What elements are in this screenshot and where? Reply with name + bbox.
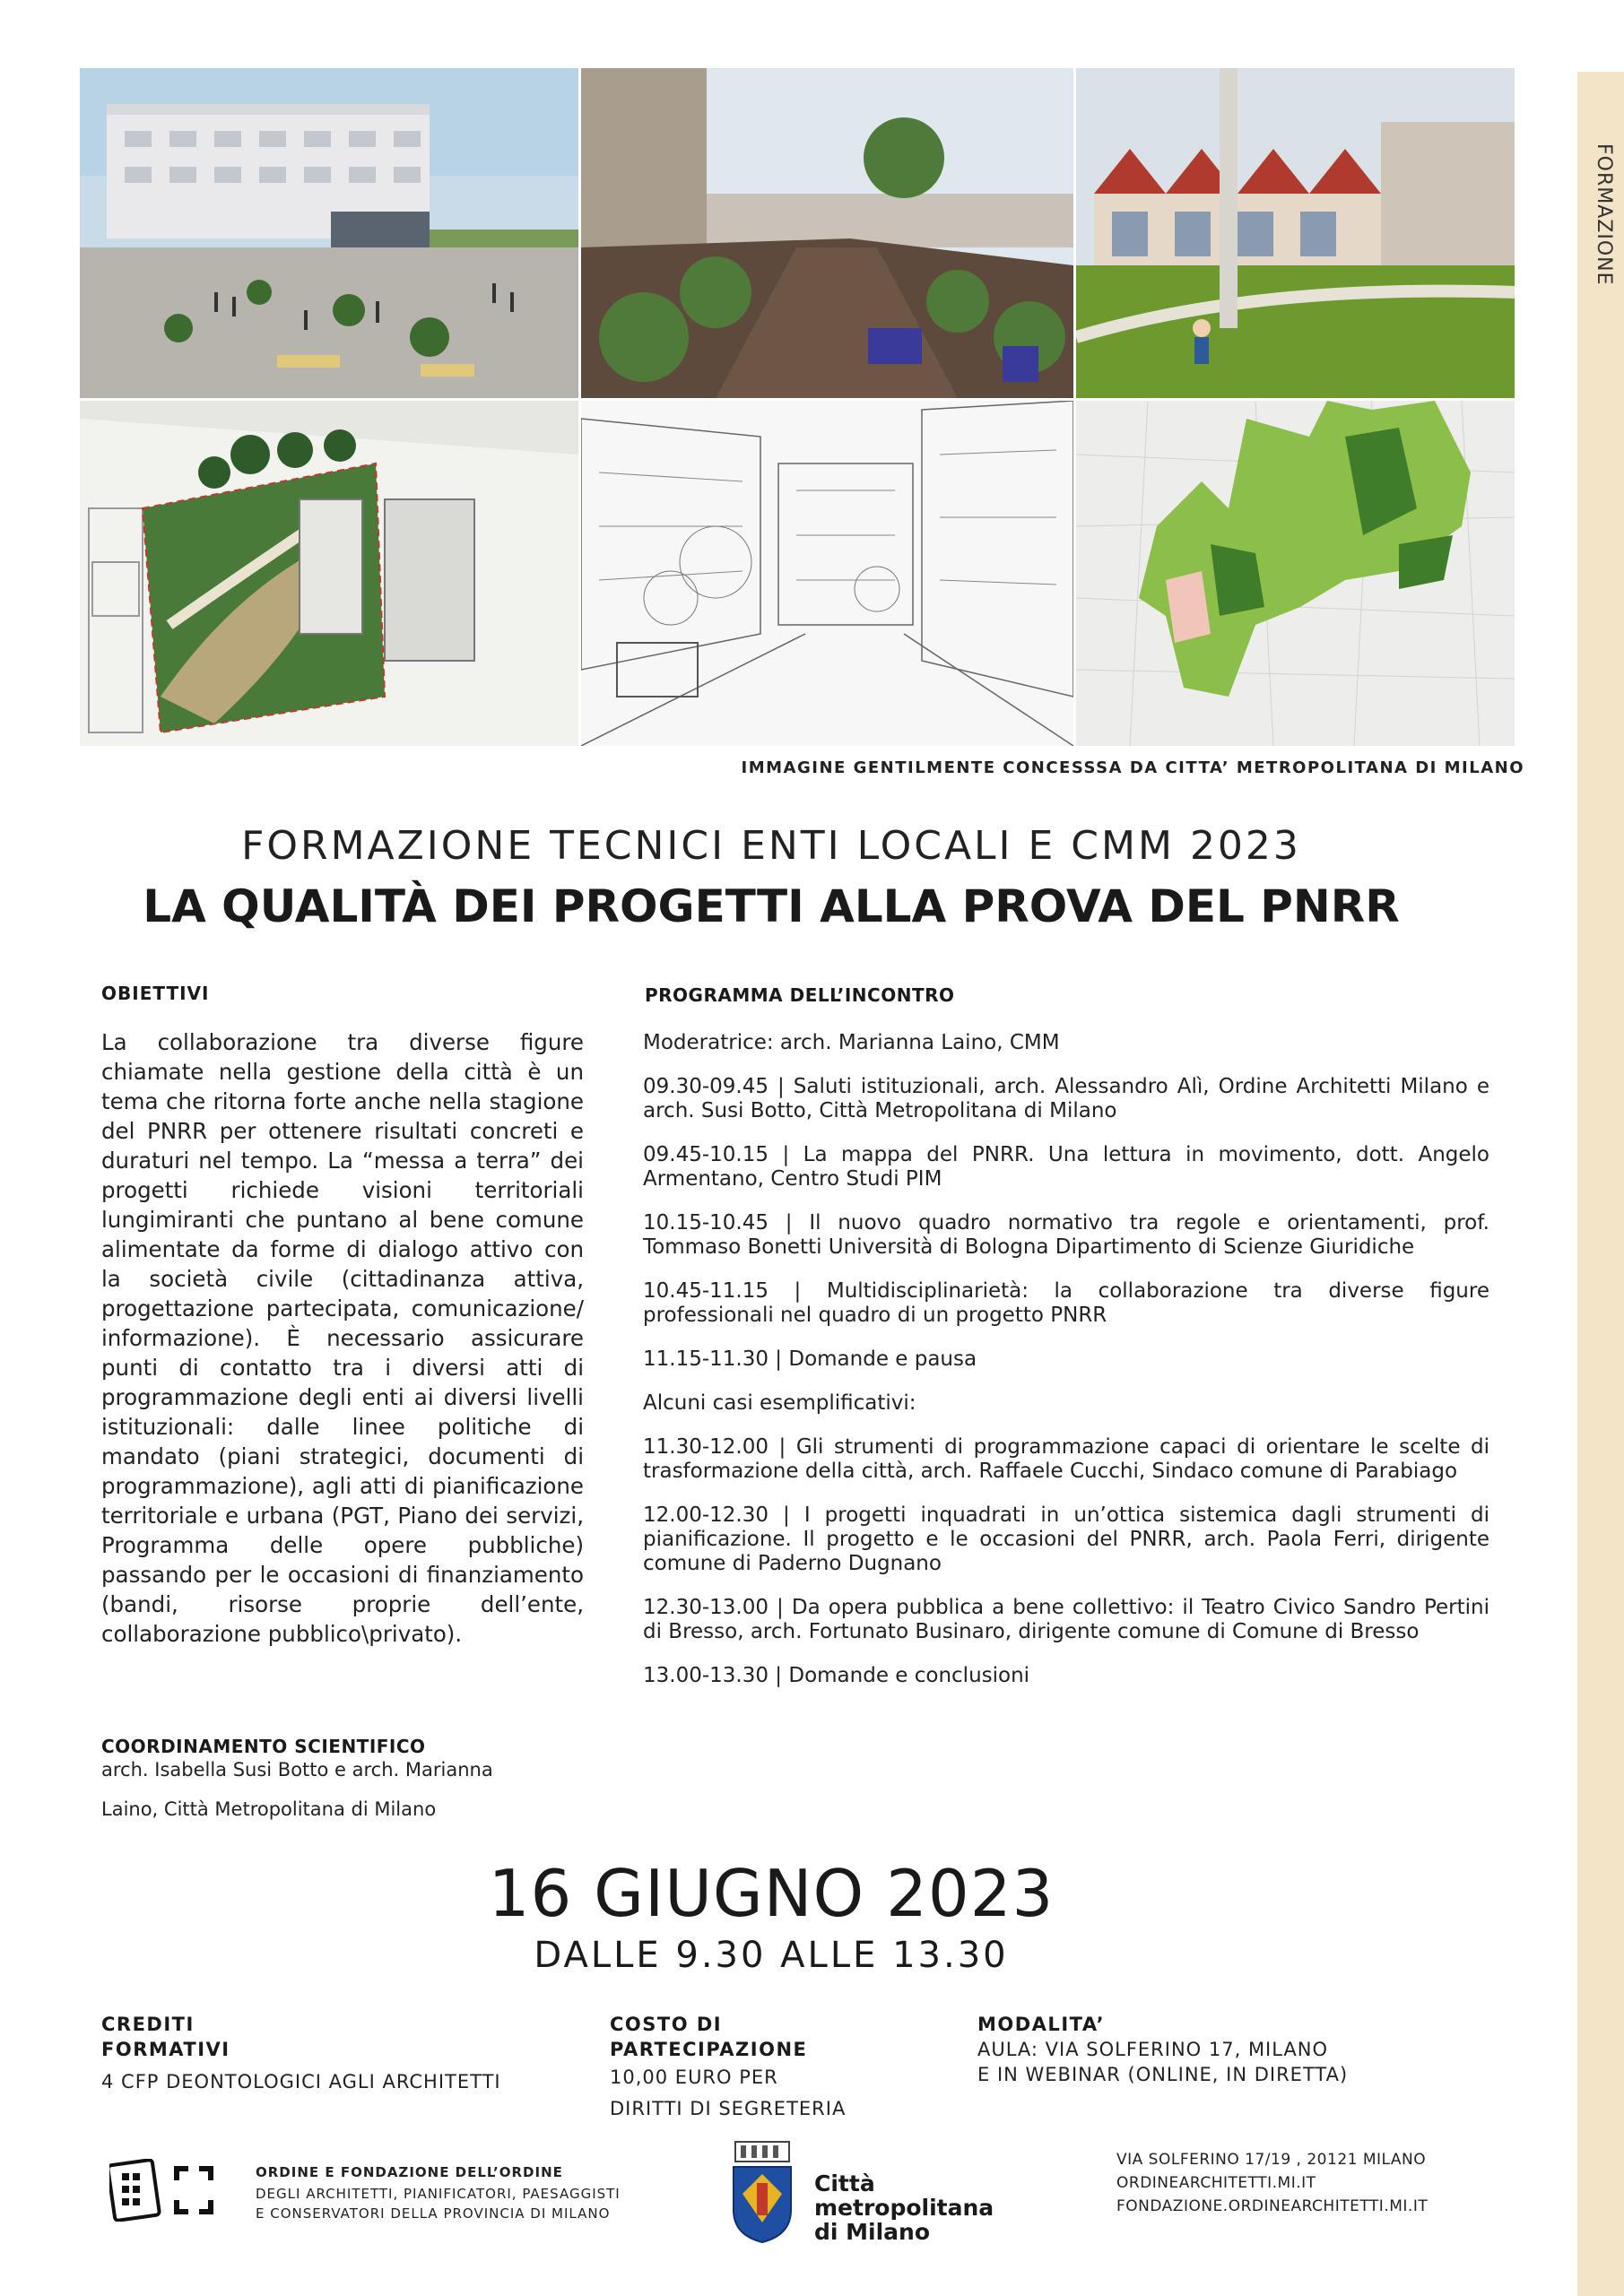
coordination-line-1: arch. Isabella Susi Botto e arch. Marianna [101,1759,493,1780]
address: VIA SOLFERINO 17/19 , 20121 MILANO [1116,2151,1427,2169]
image-promenade-render [581,68,1073,398]
website-order[interactable]: ORDINEARCHITETTI.MI.IT [1116,2174,1316,2192]
credits-heading-2: FORMATIVI [101,2039,230,2060]
cmm-line-3: di Milano [814,2219,931,2245]
program-item: 11.15-11.30 | Domande e pausa [643,1347,977,1371]
order-title: ORDINE E FONDAZIONE DELL’ORDINE [256,2164,563,2180]
program-item: 10.45-11.15 | Multidisciplinarietà: la collaborazione tra diverse figure professionali nel quadro di un progetto PNRR [643,1279,1489,1327]
order-line-1: DEGLI ARCHITETTI, PIANIFICATORI, PAESAGGISTI [256,2186,621,2202]
program-heading: PROGRAMMA DELL’INCONTRO [645,984,955,1006]
image-grid [80,68,1515,746]
image-school-lawn-render [1076,68,1515,398]
program-item: 09.30-09.45 | Saluti istituzionali, arch. Alessandro Alì, Ordine Architetti Milano e arch. Susi Botto, Città Metropolitana di Milano [643,1075,1489,1122]
program-item: Moderatrice: arch. Marianna Laino, CMM [643,1031,1060,1054]
program-item: Alcuni casi esemplificativi: [643,1391,916,1415]
coordination-heading: COORDINAMENTO SCIENTIFICO [101,1736,426,1757]
cmm-line-1: Città [814,2170,875,2196]
objectives-heading: OBIETTIVI [101,983,210,1004]
mode-line-1: AULA: VIA SOLFERINO 17, MILANO [977,2039,1329,2060]
program-item: 12.30-13.00 | Da opera pubblica a bene collettivo: il Teatro Civico Sandro Pertini di Bresso, arch. Fortunato Businaro, dirigente comune di Comune di Bresso [643,1596,1489,1643]
mode-line-2: E IN WEBINAR (ONLINE, IN DIRETTA) [977,2064,1349,2085]
program-item: 09.45-10.15 | La mappa del PNRR. Una lettura in movimento, dott. Angelo Armentano, Centro Studi PIM [643,1143,1489,1191]
credits-heading-1: CREDITI [101,2014,195,2035]
cmm-crest-logo [717,2138,807,2244]
event-time: DALLE 9.30 ALLE 13.30 [534,1935,1009,1976]
program-item: 13.00-13.30 | Domande e conclusioni [643,1664,1030,1687]
objectives-text: La collaborazione tra diverse figure chiamate nella gestione della città è un tema che ritorna forte anche nella stagione del PNRR per ottenere risultati concreti e duraturi nel tempo. La “messa a terra” dei progetti richiede visioni territoriali lungimiranti che puntano al bene comune alimentate da forme di dialogo attivo con la società civile (cittadinanza attiva, progettazione partecipata, comunicazione/ informazione). È necessario assicurare punti di contatto tra i diversi atti di programmazione degli enti ai diversi livelli istituzionali: dalle linee politiche di mandato (piani strategici, documenti di programmazione), agli atti di pianificazione territoriale e urbana (PGT, Piano dei servizi, Programma delle opere pubbliche) passando per le occasioni di finanziamento (bandi, risorse proprie dell’ente, collaborazione pubblico\privato). [101,1029,584,1647]
event-subtitle: LA QUALITÀ DEI PROGETTI ALLA PROVA DEL PNRR [143,880,1400,932]
cmm-logo-text [814,2171,994,2244]
image-piazza-render [80,68,578,398]
cost-line-2: DIRITTI DI SEGRETERIA [610,2098,847,2119]
image-green-map [1076,401,1515,746]
event-date: 16 GIUGNO 2023 [488,1856,1055,1931]
cost-heading-1: COSTO DI [610,2014,723,2035]
image-credit: IMMAGINE GENTILMENTE CONCESSSA DA CITTA’ METROPOLITANA DI MILANO [741,758,1524,777]
cost-heading-2: PARTECIPAZIONE [610,2039,808,2060]
website-foundation[interactable]: FONDAZIONE.ORDINEARCHITETTI.MI.IT [1116,2197,1429,2215]
side-label: FORMAZIONE [1593,143,1615,286]
image-site-plan [80,401,578,746]
side-band [1577,72,1624,2296]
credits-text: 4 CFP DEONTOLOGICI AGLI ARCHITETTI [101,2071,501,2092]
contacts [1116,2148,1428,2218]
image-courtyard-sketch [581,401,1073,746]
program-item: 12.00-12.30 | I progetti inquadrati in un’ottica sistemica dagli strumenti di pianificazione. Il progetto e le occasioni del PNRR, arch. Paola Ferri, dirigente comune di Paderno Dugnano [643,1503,1489,1575]
mode-heading: MODALITA’ [977,2014,1106,2035]
coordination-line-2: Laino, Città Metropolitana di Milano [101,1798,437,1820]
event-title: FORMAZIONE TECNICI ENTI LOCALI E CMM 2023 [241,823,1301,869]
program-item: 11.30-12.00 | Gli strumenti di programmazione capaci di orientare le scelte di trasformazione della città, arch. Raffaele Cucchi, Sindaco comune di Parabiago [643,1435,1489,1483]
cost-line-1: 10,00 EURO PER [610,2066,778,2088]
cmm-line-2: metropolitana [814,2195,994,2221]
program-list [643,1031,1489,1708]
order-logo [109,2159,253,2222]
order-line-2: E CONSERVATORI DELLA PROVINCIA DI MILANO [256,2205,611,2222]
program-item: 10.15-10.45 | Il nuovo quadro normativo tra regole e orientamenti, prof. Tommaso Bonetti Università di Bologna Dipartimento di Scienze Giuridiche [643,1211,1489,1259]
